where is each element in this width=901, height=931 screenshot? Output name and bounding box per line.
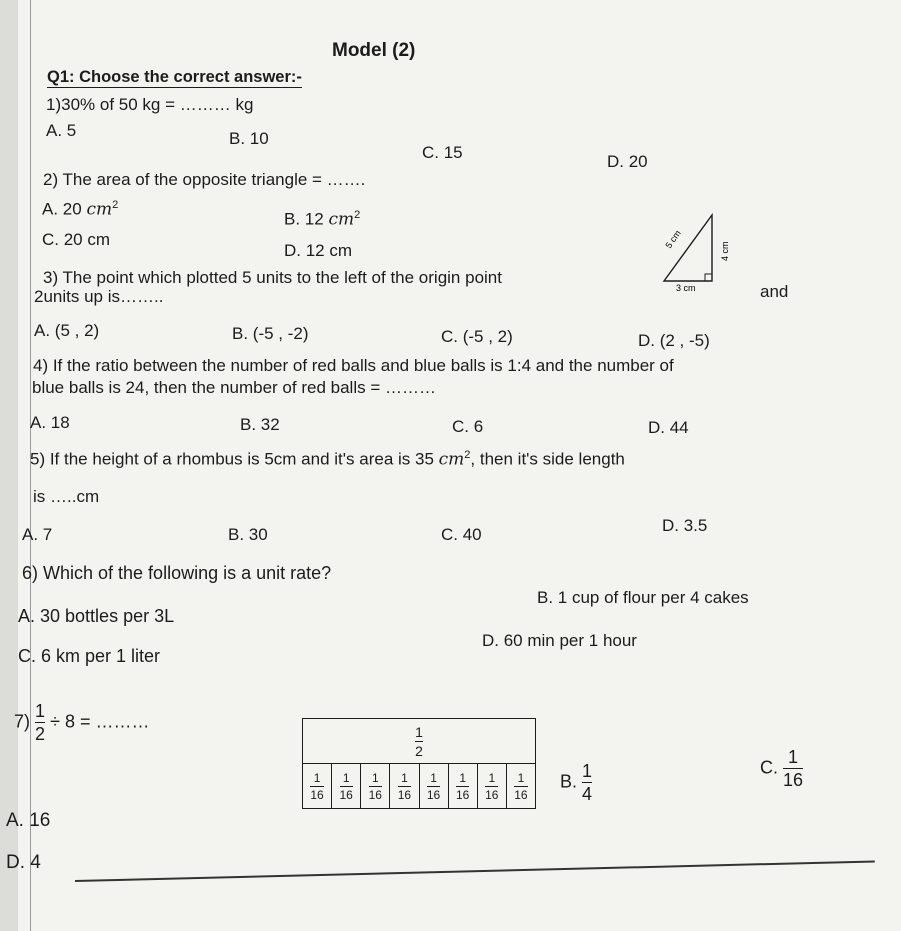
fraction-cell-den: 16 [397, 788, 412, 802]
fraction-cell-bar [340, 786, 353, 787]
fraction-bar-top-num: 1 [415, 723, 423, 740]
q7-c-bar [783, 768, 803, 769]
fraction-cell-bar [369, 786, 382, 787]
question-4-text: 4) If the ratio between the number of red balls and blue balls is 1:4 and the number of [33, 356, 674, 375]
q7-option-d[interactable]: D. 4 [6, 852, 41, 873]
fraction-bar-cell [507, 764, 535, 809]
q6-option-b[interactable]: B. 1 cup of flour per 4 cakes [537, 588, 749, 607]
right-angle-mark [705, 274, 712, 281]
question-6-text: 6) Which of the following is a unit rate? [22, 563, 332, 583]
fraction-cell-den: 16 [456, 788, 470, 802]
right-triangle-figure [650, 205, 750, 295]
q7-b-den: 4 [582, 784, 593, 804]
fraction-cell-bar [398, 786, 411, 787]
q5-unit: cm [438, 449, 465, 470]
fraction-cell-value [369, 772, 382, 801]
q7-fraction [35, 702, 45, 743]
section-heading: Q1: Choose the correct answer:- [47, 68, 302, 86]
triangle-base-label: 3 cm [676, 283, 696, 293]
q7-b-label: B. [560, 771, 578, 792]
q7-b-fraction [582, 762, 592, 803]
q2-option-a[interactable] [42, 199, 118, 220]
q3-option-c[interactable]: C. (-5 , 2) [441, 327, 513, 346]
fraction-cell-num: 1 [517, 771, 525, 785]
fraction-cell-den: 16 [426, 788, 441, 802]
triangle-height-label: 4 cm [720, 241, 730, 261]
q7-num: 1 [35, 701, 46, 721]
fraction-cell-bar [514, 786, 527, 787]
fraction-cell-bar [485, 786, 498, 787]
fraction-cell-num: 1 [401, 771, 408, 785]
fraction-cell-bar [456, 786, 469, 787]
fraction-cell-den: 16 [368, 788, 382, 802]
fraction-cell-num: 1 [342, 771, 350, 785]
fraction-cell-value [456, 772, 469, 801]
q2-option-d[interactable]: D. 12 cm [284, 241, 353, 260]
q7-c-fraction [783, 748, 803, 789]
fraction-cell-den: 16 [310, 788, 324, 802]
question-5-text-line2: is …..cm [33, 487, 100, 506]
question-7-text [14, 702, 149, 743]
fraction-bar-top-value [415, 725, 423, 758]
fraction-cell-bar [310, 786, 323, 787]
fraction-cell-num: 1 [313, 771, 321, 785]
q7-fraction-bar [35, 722, 45, 723]
fraction-cell-value [310, 772, 323, 801]
q7-b-bar [582, 782, 592, 783]
fraction-cell-num: 1 [371, 771, 379, 785]
fraction-bar-cell [449, 764, 478, 809]
q6-option-a[interactable]: A. 30 bottles per 3L [18, 606, 175, 626]
q5-option-b[interactable]: B. 30 [228, 525, 268, 544]
q5-option-c[interactable]: C. 40 [441, 525, 482, 544]
fraction-bar-cell [420, 764, 449, 809]
q3-option-d[interactable]: D. (2 , -5) [638, 331, 710, 350]
q2-b-unit: cm [328, 209, 355, 230]
q7-prefix: 7) [14, 711, 31, 732]
question-5-text [30, 449, 625, 470]
fraction-cell-value [427, 772, 440, 801]
fraction-bar-top [303, 719, 535, 764]
q5-text-pre: 5) If the height of a rhombus is 5cm and it's area is 35 [30, 449, 434, 469]
q7-option-b[interactable] [560, 762, 592, 803]
q6-option-c[interactable]: C. 6 km per 1 liter [18, 646, 161, 666]
fraction-bar-top-line [415, 741, 423, 742]
q7-option-a[interactable]: A. 16 [6, 810, 51, 831]
q2-a-prefix: A. 20 [42, 199, 82, 219]
fraction-cell-value [485, 772, 498, 801]
q6-option-d[interactable]: D. 60 min per 1 hour [482, 631, 637, 650]
question-1-text: 1)30% of 50 kg = ……… kg [46, 95, 254, 114]
fraction-cell-num: 1 [459, 771, 467, 785]
q2-a-unit: cm [86, 199, 113, 220]
q5-exp: 2 [464, 449, 471, 461]
q7-option-c[interactable] [760, 748, 803, 789]
fraction-bar-top-den: 2 [415, 742, 423, 759]
q7-den: 2 [35, 724, 46, 744]
fraction-bar-row [303, 764, 535, 809]
q1-option-b[interactable]: B. 10 [229, 129, 269, 148]
q7-rest: ÷ 8 = ……… [50, 711, 150, 732]
q1-option-c[interactable]: C. 15 [422, 143, 463, 162]
question-4-text-line2: blue balls is 24, then the number of red balls = ……… [32, 378, 436, 397]
q3-option-b[interactable]: B. (-5 , -2) [232, 324, 309, 343]
q7-c-label: C. [760, 757, 778, 778]
fraction-cell-value [398, 772, 411, 801]
question-3-and: and [760, 282, 789, 301]
fraction-bar-cell [303, 764, 332, 809]
q2-b-prefix: B. 12 [284, 209, 324, 229]
q2-option-c[interactable]: C. 20 cm [42, 230, 111, 249]
q1-option-d[interactable]: D. 20 [607, 152, 648, 171]
q1-option-a[interactable]: A. 5 [46, 121, 77, 140]
q2-a-exp: 2 [112, 199, 119, 211]
question-3-text: 3) The point which plotted 5 units to the left of the origin point [43, 268, 502, 287]
triangle-hyp-label: 5 cm [663, 228, 683, 251]
q7-b-num: 1 [582, 761, 593, 781]
fraction-cell-bar [427, 786, 440, 787]
q4-option-a[interactable]: A. 18 [30, 413, 70, 432]
fraction-bar-cell [361, 764, 390, 809]
q5-option-d[interactable]: D. 3.5 [662, 516, 708, 535]
q7-c-den: 16 [783, 770, 804, 790]
q5-text-post: , then it's side length [470, 449, 625, 469]
question-3-text-line2: 2units up is…….. [34, 287, 164, 306]
fraction-cell-value [340, 772, 353, 801]
q4-option-c[interactable]: C. 6 [452, 417, 484, 436]
fraction-cell-num: 1 [430, 771, 437, 785]
q2-option-b[interactable] [284, 209, 360, 230]
q4-option-d[interactable]: D. 44 [648, 418, 689, 437]
fraction-cell-value [514, 772, 527, 801]
fraction-cell-den: 16 [485, 788, 499, 802]
fraction-bar-model [302, 718, 536, 809]
q4-option-b[interactable]: B. 32 [240, 415, 280, 434]
q3-option-a[interactable]: A. (5 , 2) [34, 321, 100, 340]
q5-option-a[interactable]: A. 7 [22, 525, 53, 544]
q7-c-num: 1 [788, 747, 799, 767]
fraction-bar-cell [390, 764, 419, 809]
fraction-cell-den: 16 [514, 788, 528, 802]
fraction-bar-cell [478, 764, 507, 809]
fraction-cell-den: 16 [339, 788, 353, 802]
fraction-cell-num: 1 [488, 771, 496, 785]
q2-b-exp: 2 [354, 209, 361, 221]
fraction-bar-cell [332, 764, 361, 809]
question-2-text: 2) The area of the opposite triangle = ……. [43, 170, 366, 189]
page-title: Model (2) [332, 40, 416, 61]
